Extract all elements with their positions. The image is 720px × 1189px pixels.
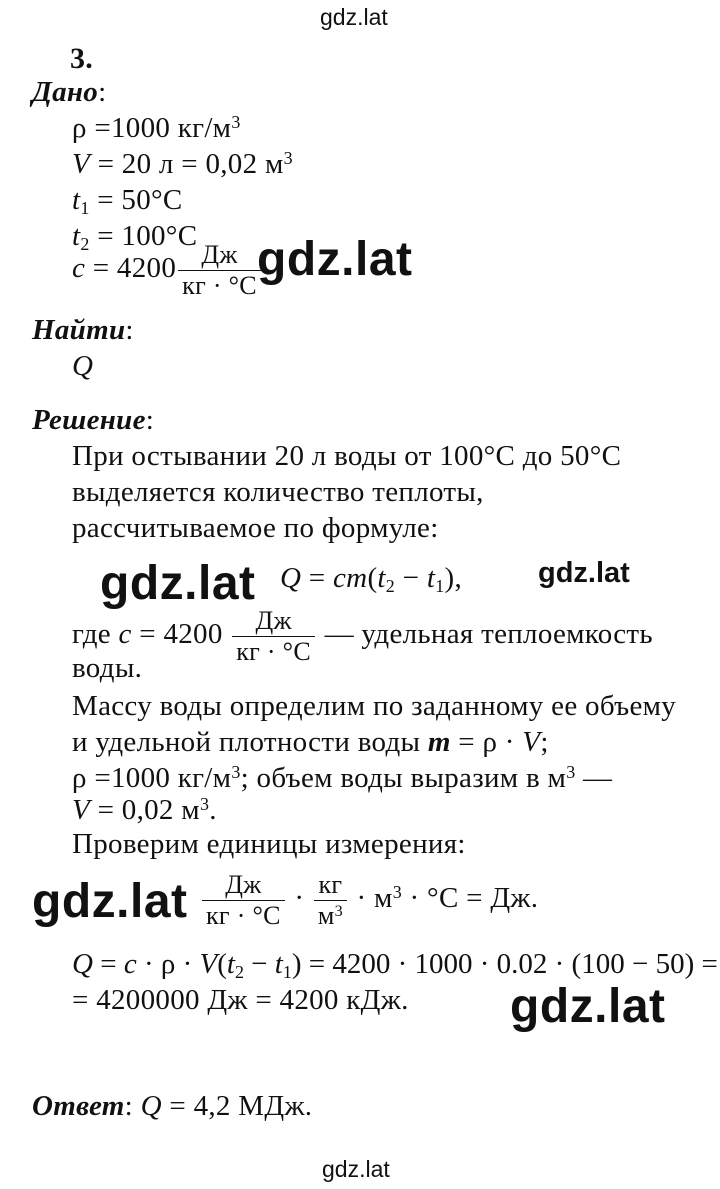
units-fraction-2: $\frac{кг}{м^3}$	[314, 870, 347, 931]
problem-number: 3.	[70, 42, 94, 75]
given-t2: $t_2 = 100^\circ C$	[72, 220, 198, 255]
calc-line-1: $Q = c \cdot \rho \cdot V(t_2 - t_1) = 4200 \cdot 1000 \cdot 0.02 \cdot (100 - 50)$ =	[72, 948, 718, 983]
mass-line-2: и удельной плотности воды m = ρ · V;	[72, 726, 549, 758]
heat-formula: $Q = cm(t_2 - t_1)$,	[280, 562, 462, 597]
solution-heading: Решение:	[32, 404, 155, 436]
given-density: ρ =1000 $кг/м^3$	[72, 112, 241, 144]
units-check: $\frac{Дж}{кг \cdot ^\circ C}$ · $\frac{кг}{м^3}$ · $м^3 \cdot ^\circ C$ = Дж.	[200, 870, 538, 931]
watermark-result: gdz.lat	[510, 980, 666, 1033]
watermark-top: gdz.lat	[320, 4, 388, 30]
given-heading: Дано:	[32, 76, 107, 108]
watermark-formula-left: gdz.lat	[100, 557, 256, 610]
mass-line-1: Массу воды определим по заданному ее объему	[72, 690, 677, 722]
heat-capacity-fraction: $\frac{Дж}{кг \cdot ^\circ C}$	[178, 240, 261, 301]
watermark-given: gdz.lat	[257, 233, 413, 286]
given-t1: $t_1 = 50^\circ C$	[72, 184, 183, 219]
check-units-line: Проверим единицы измерения:	[72, 828, 466, 860]
units-fraction-1: $\frac{Дж}{кг \cdot ^\circ C}$	[202, 870, 285, 931]
given-heat-capacity: c = 4200 $\frac{Дж}{кг \cdot ^\circ C}$	[72, 240, 263, 301]
watermark-formula-right: gdz.lat	[538, 557, 630, 589]
solution-line-2: выделяется количество теплоты,	[72, 476, 484, 508]
calc-line-2: = 4200000 Дж = 4200 кДж.	[72, 984, 409, 1016]
given-volume: V = 20 л = 0,02 $м^3$	[72, 148, 293, 180]
find-heading: Найти:	[32, 314, 134, 346]
solution-line-3: рассчитываемое по формуле:	[72, 512, 439, 544]
solution-line-1: При остывании 20 л воды от 100°C до 50°C	[72, 440, 622, 472]
where-fraction: $\frac{Дж}{кг \cdot ^\circ C}$	[232, 606, 315, 667]
watermark-bottom: gdz.lat	[322, 1156, 390, 1182]
where-line: где c = 4200 $\frac{Дж}{кг \cdot ^\circ C}$ — удельная теплоемкость	[72, 606, 653, 666]
water-line: воды.	[72, 652, 143, 684]
watermark-units: gdz.lat	[32, 875, 188, 928]
find-value: Q	[72, 350, 94, 382]
mass-line-3: ρ =1000 $кг/м^3$; объем воды выразим в $м^3$ —	[72, 762, 613, 794]
mass-line-4: V = 0,02 $м^3$.	[72, 794, 217, 826]
answer-line: Ответ: Q = 4,2 МДж.	[32, 1090, 313, 1122]
